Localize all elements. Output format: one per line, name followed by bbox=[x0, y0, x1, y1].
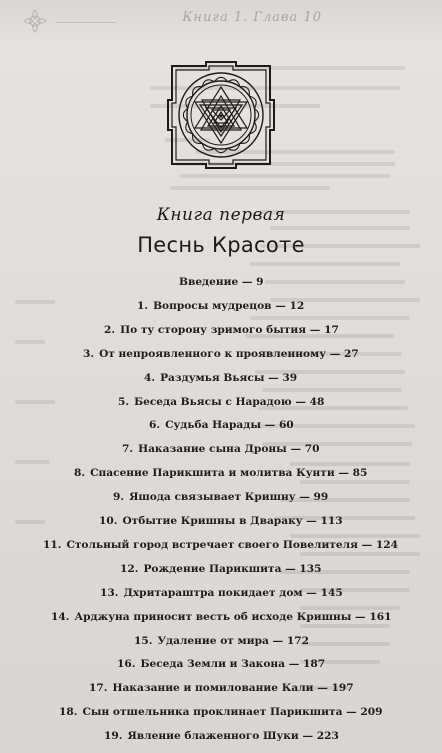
ghost-line bbox=[250, 316, 410, 320]
toc-entry bbox=[83, 348, 359, 360]
toc-entry-number: 17. bbox=[89, 682, 108, 695]
toc-entry-number: 8. bbox=[74, 467, 86, 480]
toc-entry-text: Введение — 9 bbox=[179, 276, 264, 288]
ghost-line bbox=[300, 624, 390, 628]
toc-entry bbox=[144, 372, 297, 384]
ghost-line bbox=[15, 340, 45, 344]
toc-entry-number: 18. bbox=[59, 706, 78, 719]
toc-entry bbox=[99, 515, 343, 527]
ghost-line bbox=[15, 520, 45, 524]
ghost-line bbox=[15, 300, 55, 304]
toc-entry bbox=[74, 467, 367, 479]
sri-yantra-emblem bbox=[166, 60, 276, 170]
toc-entry-text: Раздумья Вьясы — 39 bbox=[160, 371, 298, 384]
toc-entry-number: 14. bbox=[51, 610, 70, 623]
ghost-line bbox=[290, 462, 410, 466]
ghost-line bbox=[170, 186, 330, 190]
ghost-line bbox=[300, 642, 390, 646]
toc-entry-number: 19. bbox=[104, 730, 123, 743]
ghost-line bbox=[250, 262, 400, 266]
toc-entry-number: 4. bbox=[144, 371, 156, 384]
toc-entry bbox=[134, 635, 309, 647]
ghost-line bbox=[265, 280, 405, 284]
toc-entry-text: Дхритараштра покидает дом — 145 bbox=[123, 586, 343, 599]
toc-entry-text: Арджуна приносит весть об исходе Кришны — 161 bbox=[74, 610, 392, 623]
toc-entry-number: 11. bbox=[43, 538, 62, 551]
ghost-line bbox=[262, 388, 402, 392]
toc-entry-number: 12. bbox=[120, 562, 139, 575]
ghost-line bbox=[300, 606, 400, 610]
toc-entry-number: 6. bbox=[149, 419, 161, 432]
toc-entry-number: 9. bbox=[113, 491, 125, 504]
toc-entry bbox=[100, 587, 343, 599]
toc-entry-number: 15. bbox=[134, 634, 153, 647]
toc-entry bbox=[118, 396, 324, 408]
toc-entry bbox=[120, 563, 322, 575]
toc-entry bbox=[43, 539, 398, 551]
toc-entry-text: Вопросы мудрецов — 12 bbox=[153, 299, 305, 312]
toc-entry-text: Рождение Парикшита — 135 bbox=[143, 562, 322, 575]
toc-entry bbox=[104, 324, 339, 336]
toc-entry bbox=[179, 276, 264, 288]
toc-entry-text: От непроявленного к проявленному — 27 bbox=[99, 347, 359, 360]
toc-entry-text: Стольный город встречает своего Повелителя — 124 bbox=[66, 538, 399, 551]
toc-entry-text: Яшода связывает Кришну — 99 bbox=[129, 491, 329, 504]
ghost-line bbox=[290, 534, 420, 538]
running-title: Книга 1. Глава 10 bbox=[182, 10, 322, 25]
ghost-line bbox=[15, 460, 50, 464]
toc-entry bbox=[137, 300, 304, 312]
toc-entry-text: По ту сторону зримого бытия — 17 bbox=[120, 323, 339, 336]
running-header bbox=[0, 0, 442, 40]
toc-entry-number: 2. bbox=[104, 323, 116, 336]
toc-entry-text: Судьба Нарады — 60 bbox=[165, 419, 294, 432]
toc-entry-text: Наказание сына Дроны — 70 bbox=[138, 443, 320, 456]
toc-entry-number: 13. bbox=[100, 586, 119, 599]
ghost-line bbox=[300, 480, 410, 484]
toc-entry-text: Беседа Вьясы с Нарадою — 48 bbox=[134, 395, 325, 408]
toc-entry-text: Наказание и помилование Кали — 197 bbox=[112, 682, 354, 695]
toc-entry-number: 7. bbox=[122, 443, 134, 456]
sri-yantra-icon bbox=[166, 60, 276, 170]
lotus-ornament-icon bbox=[22, 8, 48, 34]
toc-entry-number: 1. bbox=[137, 299, 149, 312]
toc-entry bbox=[51, 611, 391, 623]
ghost-line bbox=[300, 552, 420, 556]
toc-entry-text: Сын отшельника проклинает Парикшита — 209 bbox=[82, 706, 383, 719]
toc-entry bbox=[113, 491, 328, 503]
toc-entry-text: Удаление от мира — 172 bbox=[157, 634, 309, 647]
toc-entry-number: 10. bbox=[99, 515, 118, 527]
toc-entry-number: 16. bbox=[117, 658, 136, 671]
toc-entry bbox=[89, 682, 354, 694]
toc-entry bbox=[149, 419, 294, 431]
toc-entry-text: Беседа Земли и Закона — 187 bbox=[140, 658, 326, 671]
header-rule bbox=[56, 22, 116, 23]
ghost-line bbox=[180, 174, 390, 178]
ghost-line bbox=[270, 226, 410, 230]
toc-entry-number: 3. bbox=[83, 347, 95, 360]
toc-entry-number: 5. bbox=[118, 395, 130, 408]
ghost-line bbox=[15, 400, 55, 404]
toc-entry bbox=[117, 658, 325, 670]
toc-entry-text: Отбытие Кришны в Двараку — 113 bbox=[122, 515, 343, 527]
toc-entry bbox=[59, 706, 383, 718]
section-title: Песнь Красоте bbox=[137, 233, 305, 257]
toc-entry bbox=[104, 730, 339, 742]
toc-entry-text: Спасение Парикшита и молитва Кунти — 85 bbox=[90, 467, 368, 480]
toc-entry-text: Явление блаженного Шуки — 223 bbox=[127, 730, 339, 743]
book-title: Книга первая bbox=[156, 205, 286, 225]
toc-entry bbox=[122, 443, 319, 455]
